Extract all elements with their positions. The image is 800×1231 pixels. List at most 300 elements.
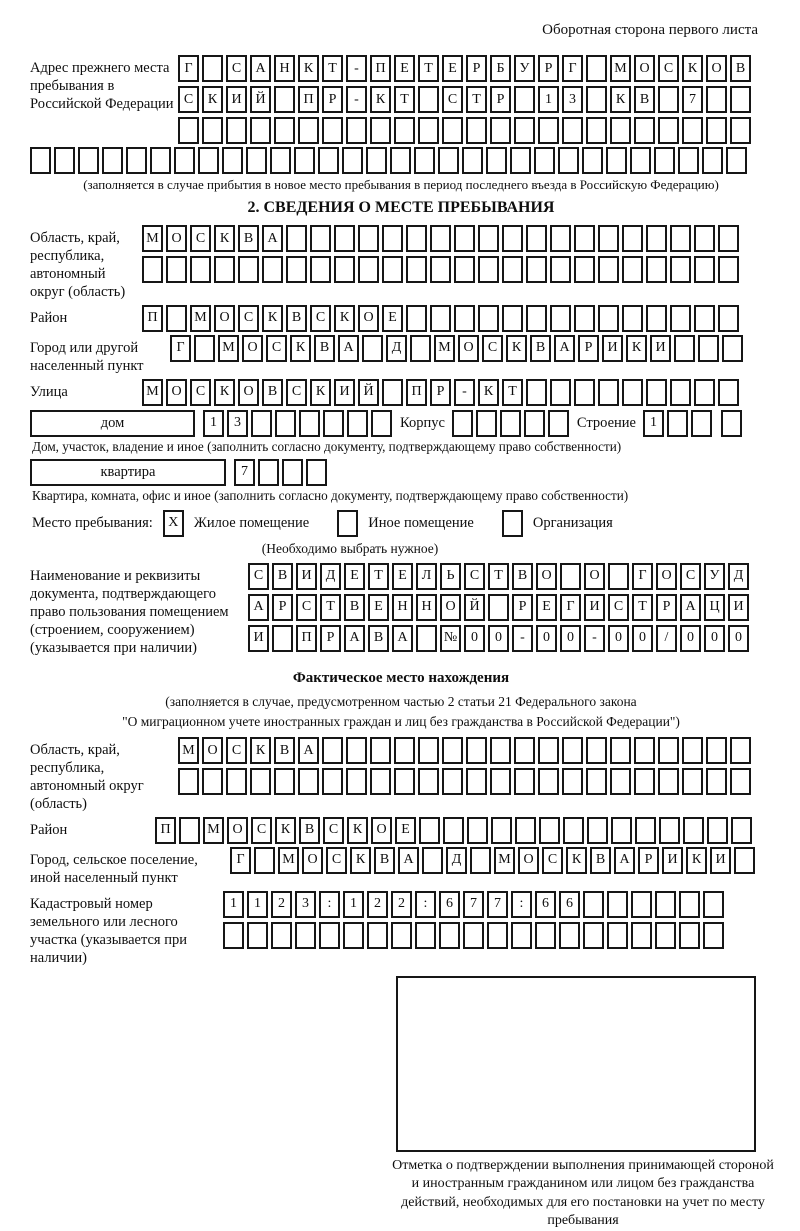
document-label: Наименование и реквизиты документа, подтверждающего право пользования помещением (строением, сооружением) (указывается при наличии) [30, 567, 229, 656]
char-cell [422, 847, 443, 874]
actual-settlement-label: Город, сельское поселение, иной населенный пункт [30, 851, 198, 886]
document-row-1 [248, 563, 752, 590]
char-cell: М [494, 847, 515, 874]
char-cell [718, 225, 739, 252]
char-cell [535, 922, 556, 949]
char-cell: С [310, 305, 331, 332]
char-cell: Р [578, 335, 599, 362]
char-cell [370, 737, 391, 764]
char-cell [463, 922, 484, 949]
char-cell [610, 737, 631, 764]
stamp-box [396, 976, 756, 1152]
char-cell [295, 922, 316, 949]
char-cell [334, 256, 355, 283]
char-cell [524, 410, 545, 437]
char-cell [538, 117, 559, 144]
char-cell [586, 86, 607, 113]
char-cell: В [274, 737, 295, 764]
char-cell: Р [272, 594, 293, 621]
char-cell: С [226, 737, 247, 764]
char-cell: К [275, 817, 296, 844]
char-cell [391, 922, 412, 949]
char-cell [418, 737, 439, 764]
char-cell: П [370, 55, 391, 82]
char-cell: С [326, 847, 347, 874]
char-cell [694, 305, 715, 332]
char-cell: М [218, 335, 239, 362]
char-cell [622, 256, 643, 283]
char-cell: В [272, 563, 293, 590]
char-cell: 0 [728, 625, 749, 652]
char-cell [150, 147, 171, 174]
char-cell: Р [466, 55, 487, 82]
char-cell [382, 225, 403, 252]
char-cell: Д [386, 335, 407, 362]
char-cell [306, 459, 327, 486]
char-cell: 7 [487, 891, 508, 918]
char-cell [667, 410, 688, 437]
region-label: Область, край, республика, автономный округ (область) [30, 230, 126, 300]
apartment-row [30, 459, 772, 486]
char-cell [550, 256, 571, 283]
char-cell [559, 922, 580, 949]
char-cell [454, 256, 475, 283]
char-cell [539, 817, 560, 844]
house-note: Дом, участок, владение и иное (заполнить согласно документу, подтверждающему право собственности) [32, 438, 622, 454]
char-cell [370, 768, 391, 795]
char-cell: А [298, 737, 319, 764]
char-cell [410, 335, 431, 362]
char-cell [346, 117, 367, 144]
char-cell: А [262, 225, 283, 252]
char-cell [223, 922, 244, 949]
char-cell [526, 256, 547, 283]
street-group [30, 379, 772, 406]
char-cell [582, 147, 603, 174]
char-cell: 7 [682, 86, 703, 113]
char-cell [548, 410, 569, 437]
char-cell [490, 117, 511, 144]
char-cell: 0 [704, 625, 725, 652]
char-cell: О [634, 55, 655, 82]
char-cell [202, 768, 223, 795]
char-cell: С [266, 335, 287, 362]
char-cell: К [262, 305, 283, 332]
char-cell [467, 817, 488, 844]
char-cell: А [554, 335, 575, 362]
char-cell: В [374, 847, 395, 874]
char-cell: Ц [704, 594, 725, 621]
char-cell [310, 225, 331, 252]
apartment-note: Квартира, комната, офис и иное (заполнить согласно документу, подтверждающему право собственности) [32, 487, 629, 503]
actual-location-note-1: (заполняется в случае, предусмотренном частью 2 статьи 21 Федерального закона [165, 693, 637, 709]
char-cell [346, 737, 367, 764]
char-cell [382, 256, 403, 283]
char-cell: Й [250, 86, 271, 113]
prev-address-note: (заполняется в случае прибытия в новое место пребывания в период последнего въезда в Российскую Федерацию) [83, 177, 719, 192]
char-cell: Т [418, 55, 439, 82]
char-cell: К [298, 55, 319, 82]
char-cell [730, 737, 751, 764]
char-cell [418, 117, 439, 144]
prev-address-row-4 [30, 147, 772, 174]
char-cell [654, 147, 675, 174]
char-cell: 0 [608, 625, 629, 652]
house-box-label: дом [30, 410, 195, 437]
char-cell [214, 256, 235, 283]
char-cell: У [704, 563, 725, 590]
char-cell [478, 256, 499, 283]
char-cell [550, 225, 571, 252]
actual-location-note-2: "О миграционном учете иностранных граждан и лиц без гражданства в Российской Федерации") [122, 713, 680, 729]
char-cell: Н [392, 594, 413, 621]
char-cell: М [610, 55, 631, 82]
char-cell [678, 147, 699, 174]
char-cell [382, 379, 403, 406]
char-cell: 0 [536, 625, 557, 652]
char-cell: Р [656, 594, 677, 621]
char-cell: П [155, 817, 176, 844]
char-cell: П [406, 379, 427, 406]
char-cell [319, 922, 340, 949]
char-cell [706, 768, 727, 795]
char-cell [178, 117, 199, 144]
char-cell: О [227, 817, 248, 844]
char-cell [222, 147, 243, 174]
char-cell: Р [430, 379, 451, 406]
prev-address-row-2 [178, 86, 754, 113]
char-cell: Г [632, 563, 653, 590]
char-cell: О [584, 563, 605, 590]
char-cell: 2 [271, 891, 292, 918]
char-cell: К [350, 847, 371, 874]
char-cell: 6 [535, 891, 556, 918]
char-cell: Д [728, 563, 749, 590]
char-cell [586, 55, 607, 82]
korpus-label: Корпус [400, 414, 445, 431]
char-cell [466, 117, 487, 144]
char-cell: В [368, 625, 389, 652]
char-cell [691, 410, 712, 437]
char-cell: Е [368, 594, 389, 621]
actual-region-rows [178, 737, 754, 795]
char-cell [658, 117, 679, 144]
char-cell [488, 594, 509, 621]
char-cell [190, 256, 211, 283]
char-cell [310, 256, 331, 283]
char-cell [478, 225, 499, 252]
char-cell [721, 410, 742, 437]
char-cell [274, 117, 295, 144]
char-cell: 6 [439, 891, 460, 918]
char-cell: Й [464, 594, 485, 621]
char-cell [682, 768, 703, 795]
char-cell: Н [416, 594, 437, 621]
char-cell: Е [442, 55, 463, 82]
char-cell: К [506, 335, 527, 362]
char-cell [430, 256, 451, 283]
char-cell: П [298, 86, 319, 113]
char-cell: С [542, 847, 563, 874]
char-cell: Т [466, 86, 487, 113]
char-cell [272, 625, 293, 652]
char-cell: 6 [559, 891, 580, 918]
char-cell: Ь [440, 563, 461, 590]
char-cell [454, 225, 475, 252]
char-cell [514, 768, 535, 795]
char-cell [722, 335, 743, 362]
document-row-2 [248, 594, 752, 621]
char-cell [462, 147, 483, 174]
char-cell [562, 117, 583, 144]
stamp-area [392, 976, 774, 1231]
char-cell: М [434, 335, 455, 362]
char-cell: В [590, 847, 611, 874]
char-cell: И [296, 563, 317, 590]
char-cell [490, 737, 511, 764]
char-cell [294, 147, 315, 174]
char-cell [298, 768, 319, 795]
char-cell [726, 147, 747, 174]
actual-district-group [30, 817, 772, 844]
char-cell [674, 335, 695, 362]
char-cell: Т [368, 563, 389, 590]
char-cell: К [566, 847, 587, 874]
char-cell: С [226, 55, 247, 82]
char-cell: О [166, 379, 187, 406]
char-cell: 0 [488, 625, 509, 652]
char-cell: В [344, 594, 365, 621]
char-cell [166, 305, 187, 332]
char-cell [466, 737, 487, 764]
cadastral-group [30, 891, 772, 968]
char-cell: О [166, 225, 187, 252]
char-cell [526, 379, 547, 406]
char-cell [587, 817, 608, 844]
prev-address-label: Адрес прежнего места пребывания в Российской Федерации [30, 60, 174, 112]
char-cell: Л [416, 563, 437, 590]
char-cell [718, 305, 739, 332]
char-cell: О [238, 379, 259, 406]
region-row-1 [142, 225, 742, 252]
char-cell: Р [490, 86, 511, 113]
char-cell [718, 256, 739, 283]
char-cell [538, 737, 559, 764]
char-cell [78, 147, 99, 174]
char-cell: Е [382, 305, 403, 332]
char-cell: Т [502, 379, 523, 406]
char-cell [682, 737, 703, 764]
char-cell [607, 891, 628, 918]
char-cell [438, 147, 459, 174]
char-cell [586, 768, 607, 795]
char-cell [631, 922, 652, 949]
char-cell: У [514, 55, 535, 82]
char-cell [452, 410, 473, 437]
char-cell: 2 [367, 891, 388, 918]
char-cell: И [584, 594, 605, 621]
char-cell: Т [394, 86, 415, 113]
char-cell [415, 922, 436, 949]
char-cell: 1 [343, 891, 364, 918]
char-cell [658, 768, 679, 795]
char-cell [439, 922, 460, 949]
char-cell [362, 335, 383, 362]
char-cell: 7 [234, 459, 255, 486]
char-cell: С [248, 563, 269, 590]
char-cell [558, 147, 579, 174]
char-cell [679, 922, 700, 949]
char-cell: С [286, 379, 307, 406]
char-cell [274, 86, 295, 113]
char-cell [538, 768, 559, 795]
city-row [170, 335, 746, 362]
char-cell [502, 305, 523, 332]
char-cell: О [371, 817, 392, 844]
char-cell: К [626, 335, 647, 362]
char-cell: Т [488, 563, 509, 590]
char-cell: В [512, 563, 533, 590]
char-cell [670, 225, 691, 252]
char-cell: Д [320, 563, 341, 590]
char-cell [54, 147, 75, 174]
char-cell: Г [170, 335, 191, 362]
char-cell: С [238, 305, 259, 332]
region-row-2 [142, 256, 742, 283]
street-label: Улица [30, 383, 68, 400]
char-cell: К [686, 847, 707, 874]
char-cell: Д [446, 847, 467, 874]
char-cell: Е [395, 817, 416, 844]
char-cell: 1 [538, 86, 559, 113]
char-cell: О [202, 737, 223, 764]
char-cell: И [226, 86, 247, 113]
char-cell: К [334, 305, 355, 332]
char-cell [598, 256, 619, 283]
char-cell: В [730, 55, 751, 82]
char-cell: С [442, 86, 463, 113]
char-cell [734, 847, 755, 874]
stroenie-label: Строение [576, 414, 636, 431]
char-cell [418, 768, 439, 795]
char-cell [706, 737, 727, 764]
char-cell [655, 922, 676, 949]
cadastral-label: Кадастровый номер земельного или лесного участка (указывается при наличии) [30, 895, 187, 966]
char-cell [682, 117, 703, 144]
char-cell [731, 817, 752, 844]
char-cell [622, 225, 643, 252]
house-row [30, 410, 772, 437]
char-cell: Г [230, 847, 251, 874]
char-cell: В [238, 225, 259, 252]
char-cell: О [242, 335, 263, 362]
char-cell [442, 737, 463, 764]
char-cell: В [314, 335, 335, 362]
char-cell: А [250, 55, 271, 82]
char-cell [574, 305, 595, 332]
char-cell: О [536, 563, 557, 590]
actual-district-row [155, 817, 755, 844]
char-cell: С [658, 55, 679, 82]
char-cell: А [680, 594, 701, 621]
char-cell: О [358, 305, 379, 332]
district-group [30, 305, 772, 332]
char-cell: Е [536, 594, 557, 621]
char-cell [702, 147, 723, 174]
char-cell [250, 768, 271, 795]
district-label: Район [30, 309, 68, 326]
stay-option-residential [163, 510, 337, 537]
char-cell: С [482, 335, 503, 362]
char-cell [486, 147, 507, 174]
char-cell [514, 86, 535, 113]
char-cell: А [614, 847, 635, 874]
prev-address-group [30, 55, 772, 144]
char-cell [550, 379, 571, 406]
char-cell [703, 891, 724, 918]
char-cell [598, 225, 619, 252]
char-cell: Б [490, 55, 511, 82]
char-cell: В [530, 335, 551, 362]
char-cell [730, 117, 751, 144]
char-cell [454, 305, 475, 332]
char-cell [502, 225, 523, 252]
char-cell [611, 817, 632, 844]
char-cell: О [706, 55, 727, 82]
char-cell [646, 256, 667, 283]
char-cell: К [214, 379, 235, 406]
char-cell: Т [632, 594, 653, 621]
char-cell [466, 768, 487, 795]
stamp-caption: Отметка о подтверждении выполнения принимающей стороной и иностранным гражданином или лицом без гражданства действий, необходимых для его постановки на учет по месту пребывания [392, 1157, 774, 1229]
char-cell [299, 410, 320, 437]
char-cell: В [286, 305, 307, 332]
char-cell [179, 817, 200, 844]
char-cell: И [662, 847, 683, 874]
region-rows [142, 225, 742, 283]
char-cell [683, 817, 704, 844]
organization-checkbox [502, 510, 523, 537]
char-cell [323, 410, 344, 437]
apartment-box-label: квартира [30, 459, 226, 486]
region-group [30, 225, 772, 302]
cadastral-row-2 [223, 922, 727, 949]
char-cell [646, 225, 667, 252]
char-cell: К [202, 86, 223, 113]
char-cell [659, 817, 680, 844]
char-cell [271, 922, 292, 949]
char-cell [630, 147, 651, 174]
stroenie-cells [643, 410, 745, 437]
char-cell [526, 305, 547, 332]
char-cell: И [602, 335, 623, 362]
char-cell: С [323, 817, 344, 844]
char-cell [694, 256, 715, 283]
char-cell [194, 335, 215, 362]
char-cell [442, 768, 463, 795]
char-cell [322, 117, 343, 144]
char-cell [430, 305, 451, 332]
char-cell: О [440, 594, 461, 621]
char-cell [694, 379, 715, 406]
char-cell: О [302, 847, 323, 874]
char-cell [406, 256, 427, 283]
char-cell: И [650, 335, 671, 362]
char-cell [322, 737, 343, 764]
char-cell [286, 225, 307, 252]
prev-address-row-3 [178, 117, 754, 144]
residential-checkbox: X [163, 510, 184, 537]
